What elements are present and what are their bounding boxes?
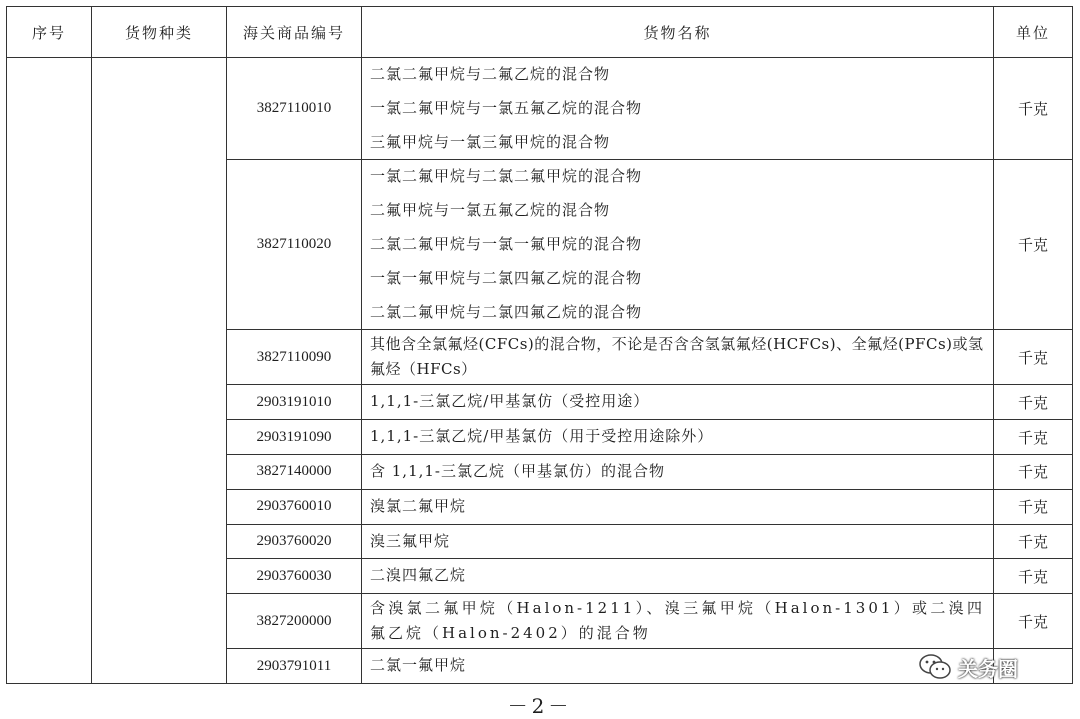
goods-name-line: 二氯二氟甲烷与二氯四氟乙烷的混合物: [370, 302, 643, 321]
header-unit: 单位: [994, 7, 1073, 58]
unit-cell: 千克: [994, 58, 1073, 160]
goods-name-line: 其他含全氯氟烃(CFCs)的混合物，不论是否含含氢氯氟烃(HCFCs)、全氟烃(PFCs)或氢氟烃（HFCs）: [370, 335, 984, 379]
goods-name-line: 三氟甲烷与一氯三氟甲烷的混合物: [370, 132, 611, 151]
unit-cell: 千克: [994, 420, 1073, 455]
unit-cell: 千克: [994, 594, 1073, 649]
customs-code-cell: 3827110020: [227, 160, 362, 330]
watermark-text: 关务圈: [958, 656, 1018, 681]
goods-name-cell: [362, 330, 994, 385]
goods-name-line: 二溴四氟乙烷: [370, 566, 467, 585]
customs-code-cell: 2903760030: [227, 559, 362, 594]
customs-code-cell: 3827110010: [227, 58, 362, 160]
unit-cell: 千克: [994, 524, 1073, 559]
goods-table: [6, 6, 1073, 684]
header-serial: 序号: [7, 7, 92, 58]
customs-code-cell: 2903191090: [227, 420, 362, 455]
goods-name-cell: [362, 160, 994, 330]
header-customs-code: 海关商品编号: [227, 7, 362, 58]
goods-name-cell: [362, 594, 994, 649]
goods-name-cell: [362, 454, 994, 489]
table-row: [7, 58, 1073, 160]
goods-name-line: 含溴氯二氟甲烷（Halon-1211）、溴三氟甲烷（Halon-1301）或二溴四氟乙烷（Halon-2402）的混合物: [370, 599, 985, 643]
unit-cell: 千克: [994, 330, 1073, 385]
serial-cell: [7, 58, 92, 684]
customs-code-cell: 3827110090: [227, 330, 362, 385]
unit-cell: 千克: [994, 489, 1073, 524]
unit-cell: 千克: [994, 454, 1073, 489]
page-number: －2－: [507, 694, 573, 718]
customs-code-cell: 2903791011: [227, 649, 362, 684]
goods-name-line: 一氯一氟甲烷与二氯四氟乙烷的混合物: [370, 268, 643, 287]
wechat-icon: [918, 653, 952, 681]
goods-name-line: 溴三氟甲烷: [370, 531, 451, 550]
unit-cell: 千克: [994, 160, 1073, 330]
header-goods-name: 货物名称: [362, 7, 994, 58]
goods-name-cell: [362, 385, 994, 420]
header-goods-category: 货物种类: [92, 7, 227, 58]
watermark: [918, 648, 1058, 686]
goods-name-cell: [362, 58, 994, 160]
goods-name-cell: [362, 524, 994, 559]
customs-code-cell: 3827200000: [227, 594, 362, 649]
goods-name-line: 溴氯二氟甲烷: [370, 496, 467, 515]
goods-name-line: 1,1,1-三氯乙烷/甲基氯仿（用于受控用途除外）: [370, 427, 714, 446]
goods-name-cell: [362, 489, 994, 524]
goods-name-line: 1,1,1-三氯乙烷/甲基氯仿（受控用途）: [370, 392, 650, 411]
unit-cell: 千克: [994, 559, 1073, 594]
goods-category-cell: [92, 58, 227, 684]
unit-cell: 千克: [994, 385, 1073, 420]
goods-name-line: 二氯二氟甲烷与二氟乙烷的混合物: [370, 65, 611, 83]
goods-name-line: 一氯二氟甲烷与二氯二氟甲烷的混合物: [370, 167, 643, 186]
customs-code-cell: 2903191010: [227, 385, 362, 420]
goods-name-cell: [362, 559, 994, 594]
goods-name-line: 二氟甲烷与一氯五氟乙烷的混合物: [370, 201, 611, 220]
goods-name-line: 二氯一氟甲烷: [370, 656, 467, 675]
customs-code-cell: 2903760010: [227, 489, 362, 524]
customs-code-cell: 3827140000: [227, 454, 362, 489]
goods-name-cell: [362, 649, 994, 684]
goods-name-line: 一氯二氟甲烷与一氯五氟乙烷的混合物: [370, 98, 643, 117]
goods-name-line: 含 1,1,1-三氯乙烷（甲基氯仿）的混合物: [370, 461, 666, 480]
customs-code-cell: 2903760020: [227, 524, 362, 559]
goods-name-cell: [362, 420, 994, 455]
goods-name-line: 二氯二氟甲烷与一氯一氟甲烷的混合物: [370, 234, 643, 253]
table-header-row: [7, 7, 1073, 58]
